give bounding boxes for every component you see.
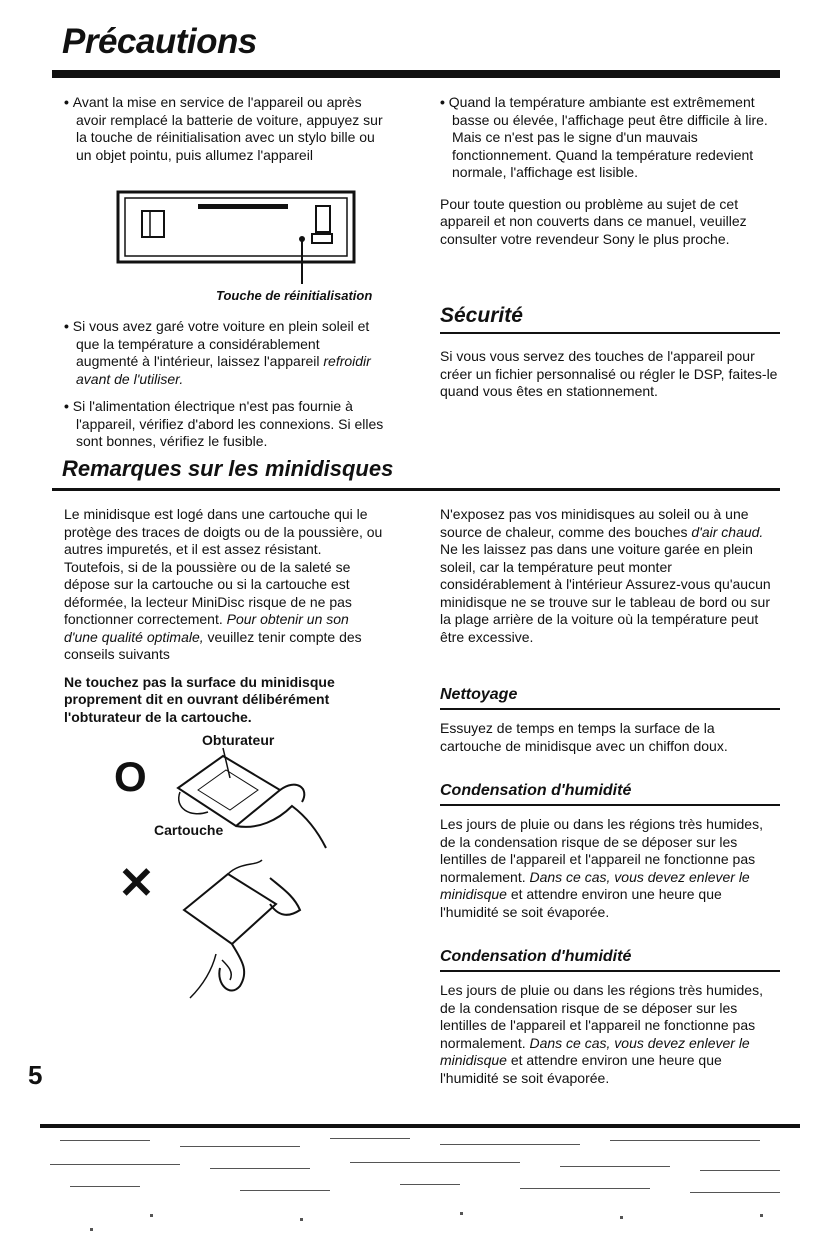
nettoyage-title: Nettoyage: [440, 686, 518, 703]
securite-title: Sécurité: [440, 304, 523, 327]
precautions-left-2: [64, 318, 384, 461]
condensation1-text: Les jours de pluie ou dans les régions très humides, de la condensation risque de se déposer sur les lentilles de l'appareil et l'appareil ne fonctionne pas normalement. Dans ce cas, vous devez enlever le minidisque et attendre environ une heure que l'humidité se soit évaporée.: [440, 816, 763, 920]
securite-text: Si vous vous servez des touches de l'appareil pour créer un fichier personnalisé ou régler le DSP, faites-le quand vous êtes en stationnement.: [440, 348, 778, 399]
remarques-title: Remarques sur les minidisques: [62, 456, 394, 481]
remarques-para2: N'exposez pas vos minidisques au soleil ou à une source de chaleur, comme des bouches d'air chaud. Ne les laissez pas dans une voiture garée en plein soleil, car la température peut monter considérablement à l'intérieur Assurez-vous qu'aucun minidisque ne se trouve sur le tableau de bord ou sur la plage arrière de la voiture où la température peut être excessive.: [440, 506, 771, 645]
device-figure: [118, 192, 358, 302]
nettoyage-rule: [440, 708, 780, 710]
bullet-temperature: • Quand la température ambiante est extrêmement basse ou élevée, l'affichage peut être difficile à lire. Mais ce n'est pas le signe d'un mauvais fonctionnement. Quand la température redevient normale, l'affichage est lisible.: [440, 94, 780, 182]
ok-mark: O: [114, 753, 147, 800]
cartridge-label: Cartouche: [154, 822, 224, 838]
precautions-right: [440, 94, 780, 258]
remarques-right: [440, 506, 780, 656]
condensation1-title: Condensation d'humidité: [440, 782, 632, 799]
page-title: Précautions: [62, 22, 257, 61]
shutter-label: Obturateur: [202, 732, 275, 748]
bullet-heat: • Si vous avez garé votre voiture en plein soleil et que la température a considérablement augmenté à l'intérieur, laissez l'appareil refroidir avant de l'utiliser.: [64, 318, 384, 388]
precautions-left: [64, 94, 384, 174]
cartridge-hand-ok: [168, 748, 328, 858]
remarques-rule: [52, 488, 780, 491]
question-text: Pour toute question ou problème au sujet de cet appareil et non couverts dans ce manuel, veuillez consulter votre revendeur Sony le plus proche.: [440, 195, 747, 247]
securite-rule: [440, 332, 780, 334]
scan-noise: [0, 1124, 830, 1245]
condensation2-rule: [440, 970, 780, 972]
bullet-reset: • Avant la mise en service de l'appareil ou après avoir remplacé la batterie de voiture, appuyez sur la touche de réinitialisation avec un stylo bille ou un objet pointu, puis allumez l'appareil: [64, 94, 384, 164]
warning-text: Ne touchez pas la surface du minidisque proprement dit en ouvrant délibérément l'obturateur de la cartouche.: [64, 673, 335, 725]
remarques-para1: Le minidisque est logé dans une cartouche qui le protège des traces de doigts ou de la poussière, ou autres impuretés, et il est assez résistant. Toutefois, si de la poussière ou de la saleté se dépose sur la cartouche ou si la cartouche est déformée, la lecteur MiniDisc risque de ne pas fonctionner correctement. Pour obtenir un son d'une qualité optimale, veuillez tenir compte des conseils suivants: [64, 506, 383, 662]
nettoyage-text: Essuyez de temps en temps la surface de la cartouche de minidisque avec un chiffon doux.: [440, 720, 728, 754]
condensation2-text: Les jours de pluie ou dans les régions très humides, de la condensation risque de se déposer sur les lentilles de l'appareil et l'appareil ne fonctionne pas normalement. Dans ce cas, vous devez enlever le minidisque et attendre environ une heure que l'humidité se soit évaporée.: [440, 982, 763, 1086]
bullet-power: • Si l'alimentation électrique n'est pas fournie à l'appareil, vérifiez d'abord les connexions. Si elles sont bonnes, vérifiez le fusible.: [64, 398, 384, 451]
remarques-left: [64, 506, 384, 736]
ng-mark: ✕: [118, 859, 155, 908]
cartridge-hand-ng: [170, 858, 320, 1008]
header-rule: [52, 70, 780, 78]
condensation2-title: Condensation d'humidité: [440, 948, 632, 965]
condensation1-rule: [440, 804, 780, 806]
page-number: 5: [28, 1060, 43, 1090]
reset-key-label: Touche de réinitialisation: [216, 288, 373, 303]
